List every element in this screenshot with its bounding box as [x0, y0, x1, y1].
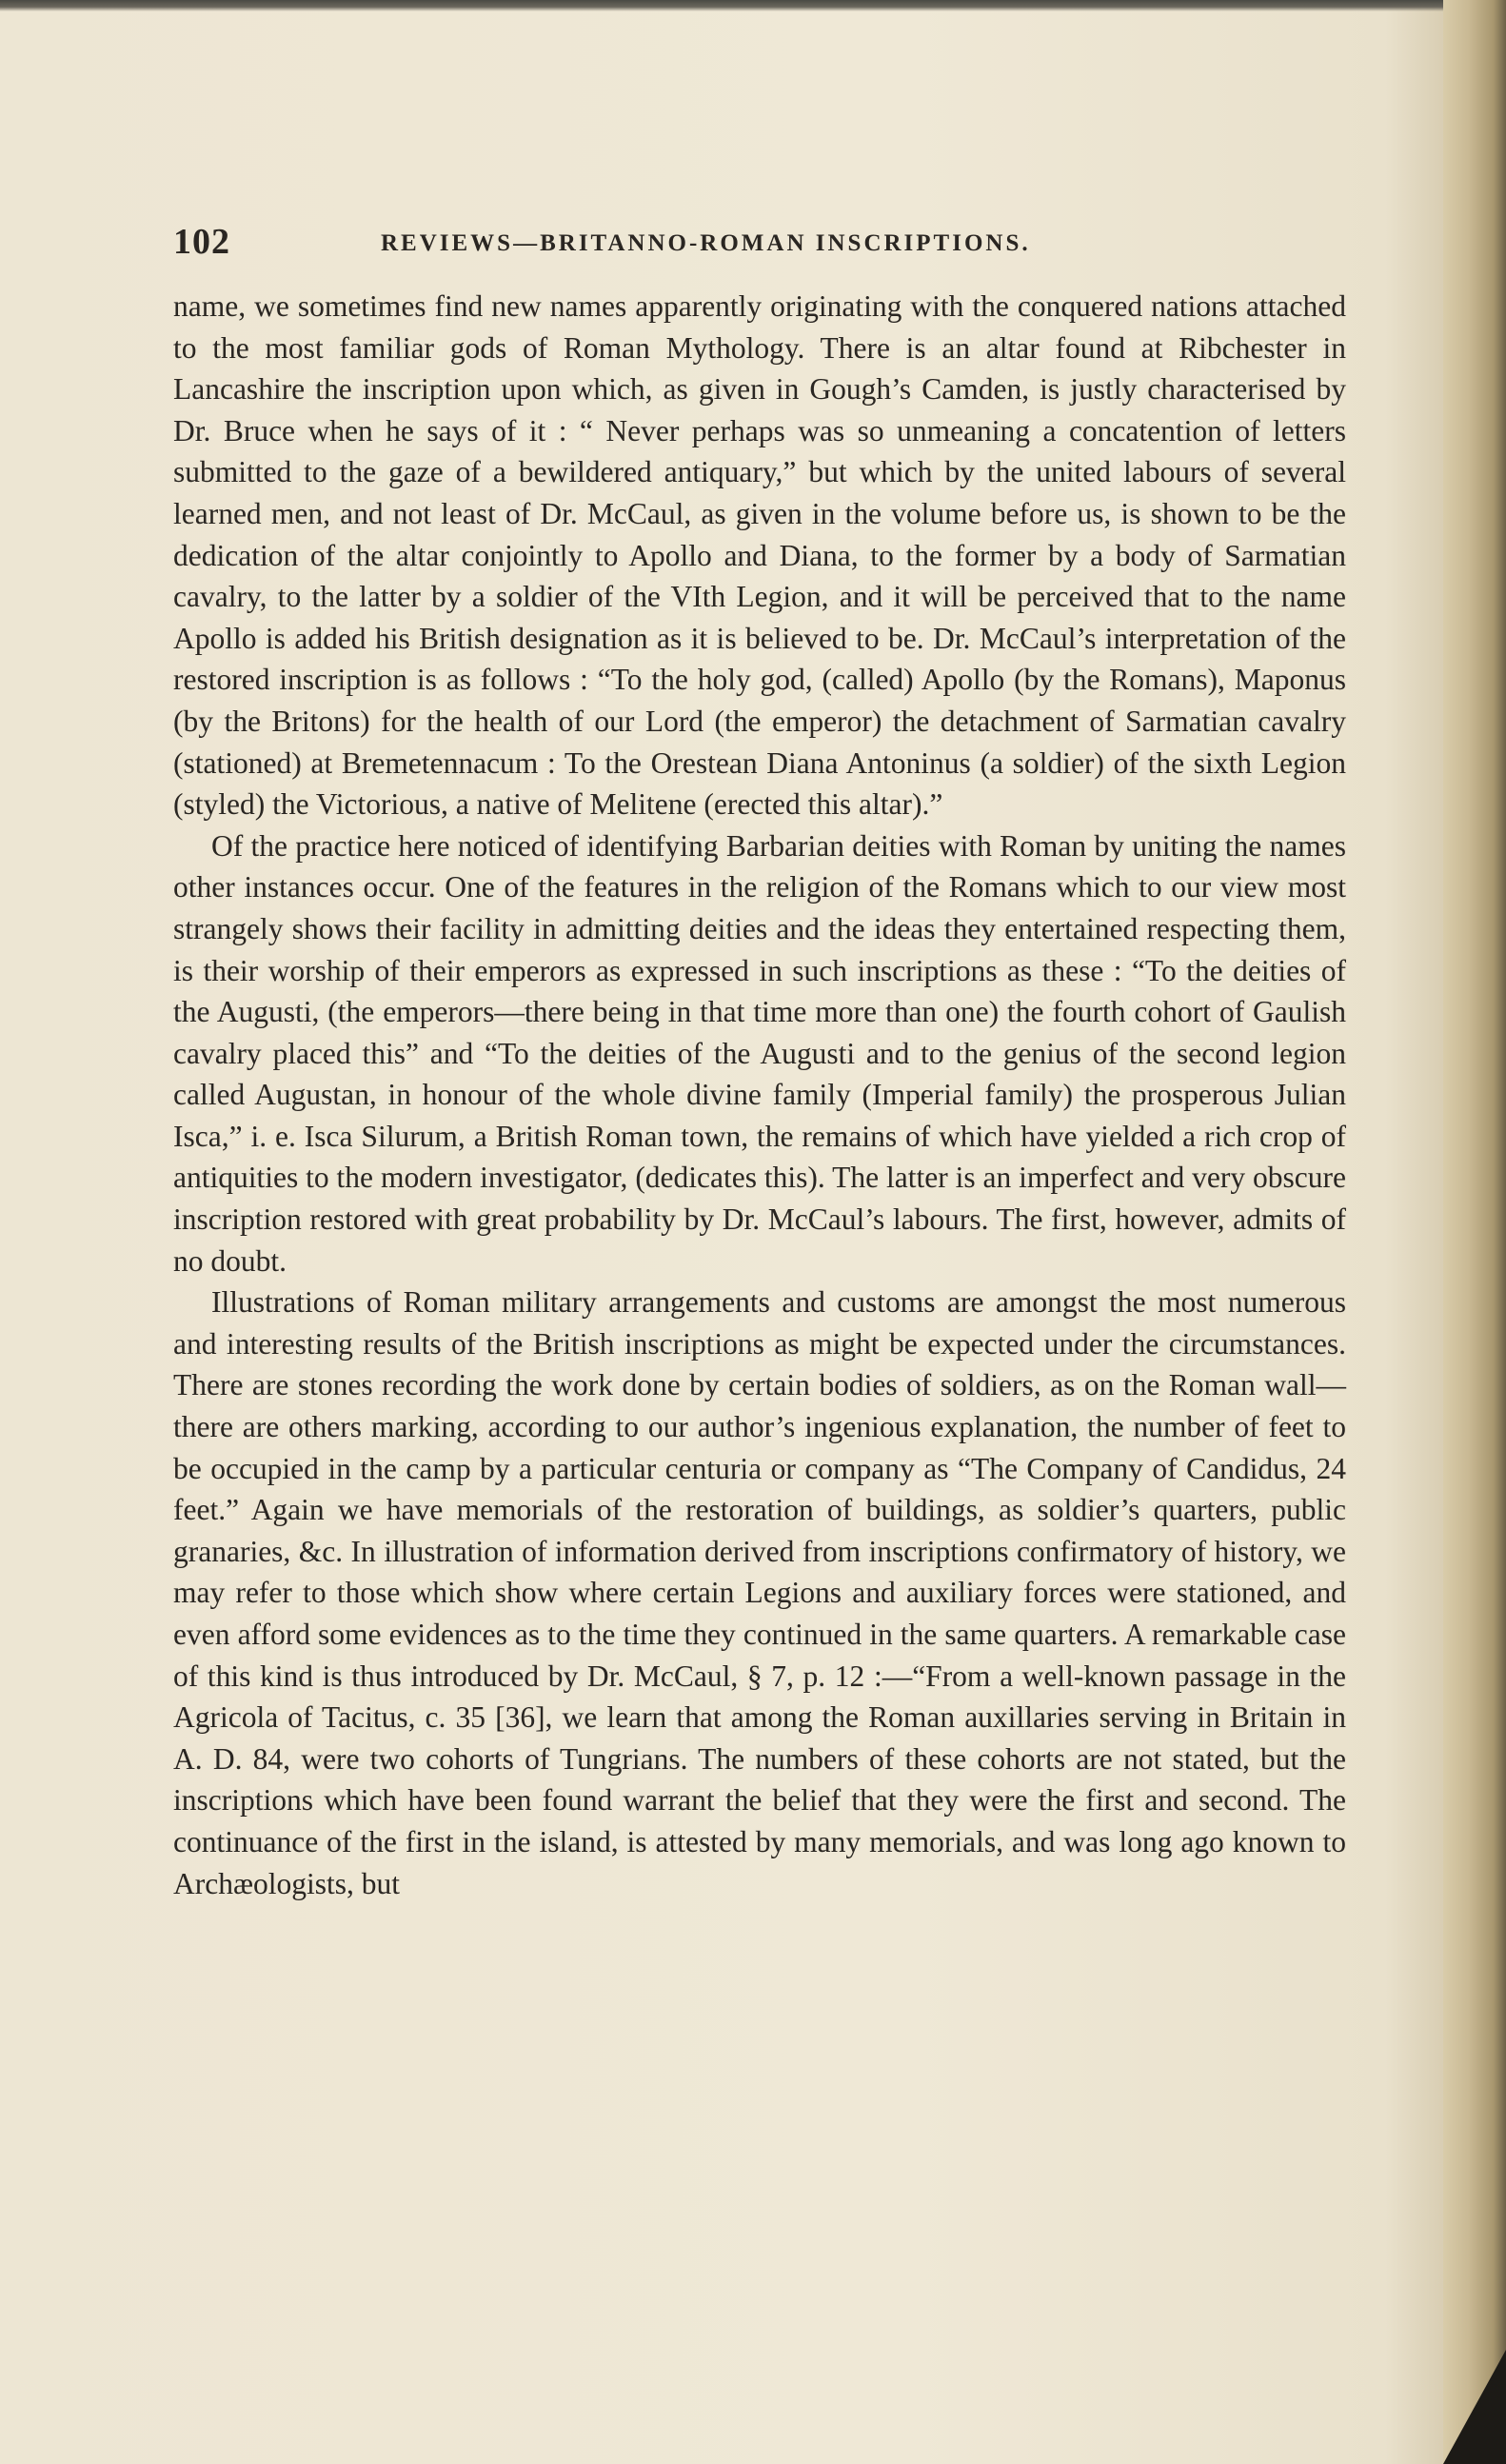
- running-title: REVIEWS—BRITANNO-ROMAN INSCRIPTIONS.: [381, 230, 1031, 256]
- body-text: [173, 286, 1346, 1904]
- paragraph-3: Illustrations of Roman military arrangements and customs are amongst the most numerous and interesting results of the British inscriptions as might be expected under the circumstances. There are stones recording the work done by certain bodies of soldiers, as on the Roman wall—there are others marking, according to our author’s ingenious explanation, the number of feet to be occupied in the camp by a particular centuria or company as “The Company of Candidus, 24 feet.” Again we have memorials of the restoration of buildings, as soldier’s quarters, public granaries, &c. In illustration of information derived from inscriptions confirmatory of history, we may refer to those which show where certain Legions and auxiliary forces were stationed, and even afford some evidences as to the time they continued in the same quarters. A remarkable case of this kind is thus introduced by Dr. McCaul, § 7, p. 12 :—“From a well-known passage in the Agricola of Tacitus, c. 35 [36], we learn that among the Roman auxillaries serving in Britain in A. D. 84, were two cohorts of Tungrians. The numbers of these cohorts are not stated, but the inscriptions which have been found warrant the belief that they were the first and second. The continuance of the first in the island, is attested by many memorials, and was long ago known to Archæologists, but: [173, 1285, 1346, 1900]
- page-header: [173, 221, 1354, 267]
- paragraph-2: Of the practice here noticed of identifying Barbarian deities with Roman by uniting the names other instances occur. One of the features in the religion of the Romans which to our view most strangely shows their facility in admitting deities and the ideas they entertained respecting them, is their worship of their emperors as expressed in such inscriptions as these : “To the deities of the Augusti, (the emperors—there being in that time more than one) the fourth cohort of Gaulish cavalry placed this” and “To the deities of the Augusti and to the genius of the second legion called Augustan, in honour of the whole divine family (Imperial family) the prosperous Julian Isca,” i. e. Isca Silurum, a British Roman town, the remains of which have yielded a rich crop of antiquities to the modern investigator, (dedicates this). The latter is an imperfect and very obscure inscription restored with great probability by Dr. McCaul’s labours. The first, however, admits of no doubt.: [173, 828, 1346, 1278]
- paragraph-1: name, we sometimes find new names apparently originating with the conquered nations attached to the most familiar gods of Roman Mythology. There is an altar found at Ribchester in Lancashire the inscription upon which, as given in Gough’s Camden, is justly characterised by Dr. Bruce when he says of it : “ Never perhaps was so unmeaning a concatention of letters submitted to the gaze of a bewildered antiquary,” but which by the united labours of several learned men, and not least of Dr. McCaul, as given in the volume before us, is shown to be the dedication of the altar conjointly to Apollo and Diana, to the former by a body of Sarmatian cavalry, to the latter by a soldier of the VIth Legion, and it will be perceived that to the name Apollo is added his British designation as it is believed to be. Dr. McCaul’s interpretation of the restored inscription is as follows : “To the holy god, (called) Apollo (by the Romans), Maponus (by the Britons) for the health of our Lord (the emperor) the detachment of Sarmatian cavalry (stationed) at Bremetennacum : To the Orestean Diana Antoninus (a soldier) of the sixth Legion (styled) the Victorious, a native of Melitene (erected this altar).”: [173, 289, 1346, 822]
- page-top-edge: [0, 0, 1506, 11]
- spine-shadow: [1443, 2350, 1506, 2464]
- book-spine: [1443, 0, 1506, 2464]
- page-number: 102: [173, 222, 230, 262]
